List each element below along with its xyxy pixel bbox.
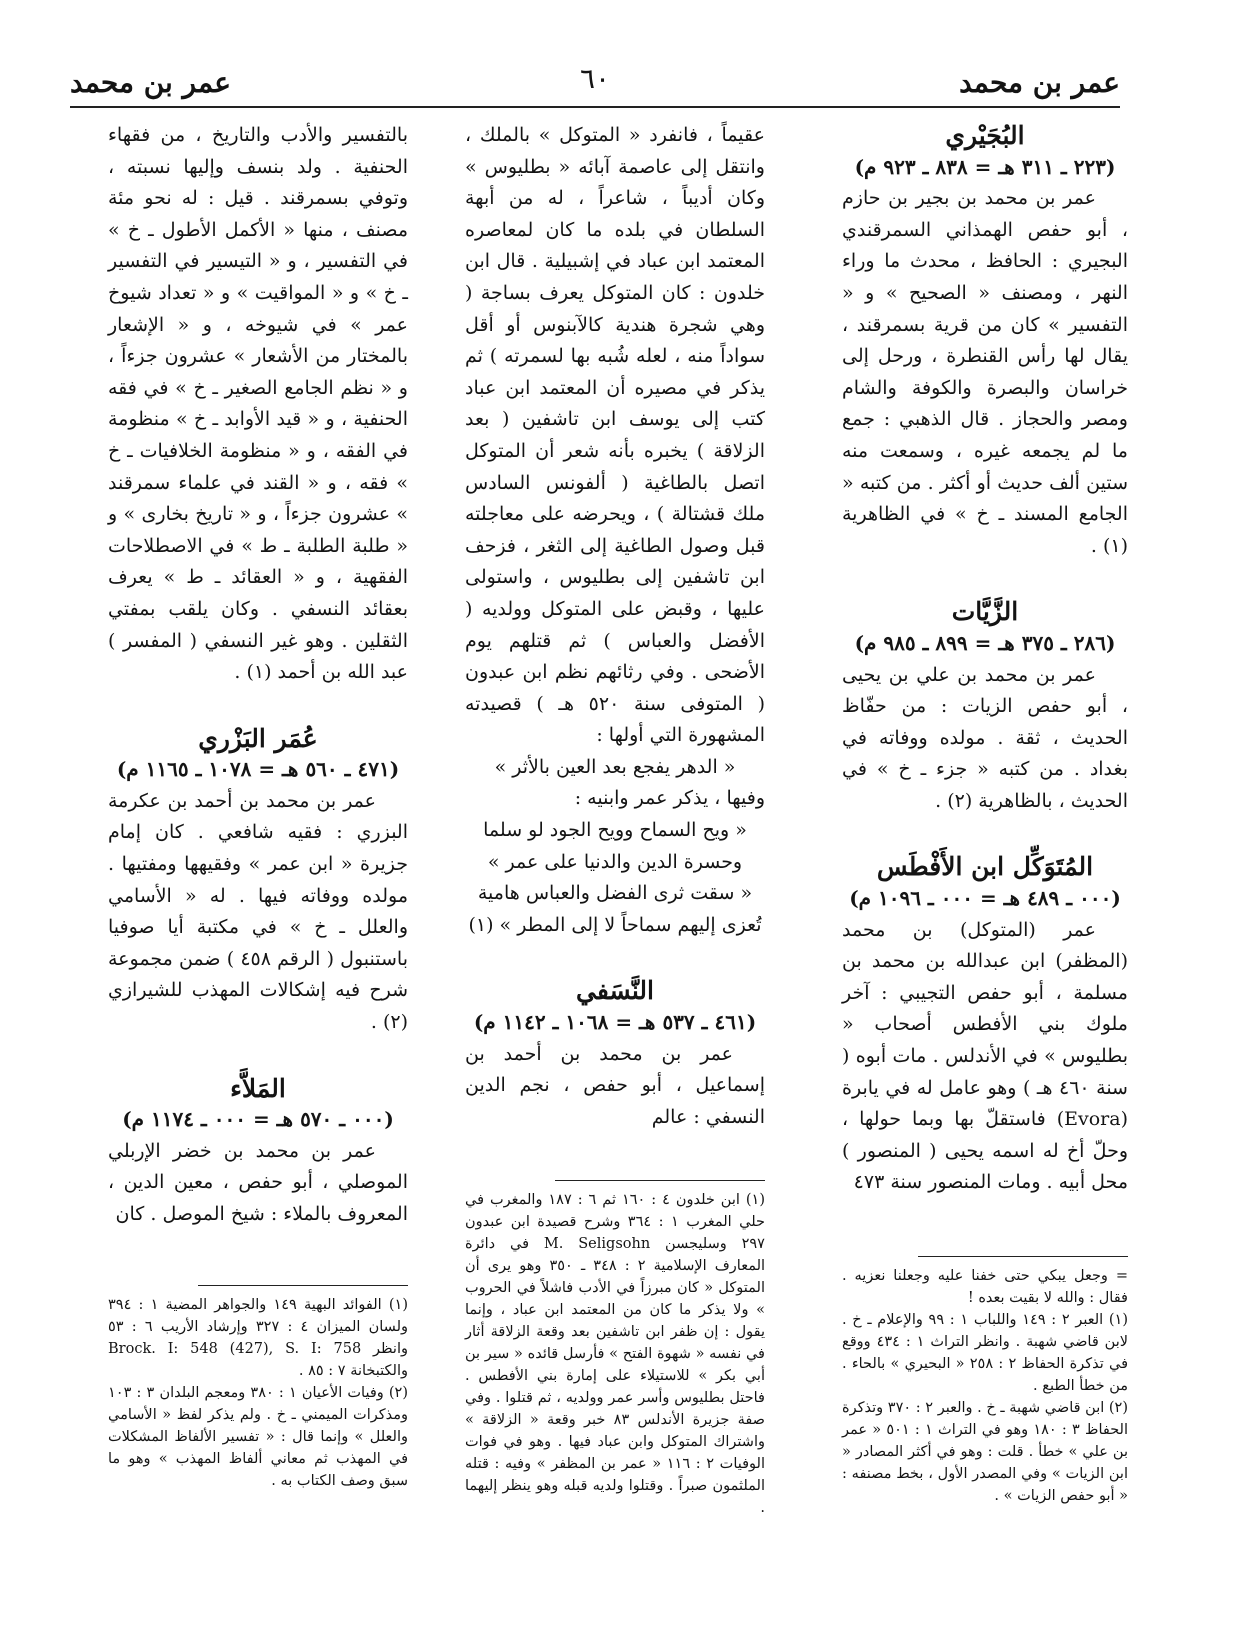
footnote-continuation: = وجعل يبكي حتى خفنا عليه وجعلنا نعزيه . فقال : والله لا بقيت بعده ! xyxy=(842,1268,1128,1306)
entry-dates: (٤٦١ ـ ٥٣٧ هـ = ١٠٦٨ ـ ١١٤٢ م) xyxy=(473,1010,757,1035)
entry-title: البُجَيْري xyxy=(945,121,1025,150)
poem-line: وحسرة الدين والدنيا على عمر » xyxy=(487,850,743,873)
entry-body: عمر بن محمد بن أحمد بن عكرمة البزري : فقيه شافعي . كان إمام جزيرة « ابن عمر » وفقيهها ومفتيها . مولده ووفاته فيها . له « الأسامي والعلل ـ خ » في مكتبة أيا صوفيا باستنبول ( الرقم ٤٥٨ ) ضمن مجموعة شرح فيه إشكالات المهذب للشيرازي (٢) . xyxy=(108,789,408,1034)
entry-dates: (٠٠٠ ـ ٥٧٠ هـ = ٠٠٠ ـ ١١٧٤ م) xyxy=(122,1107,394,1132)
poem-line: تُعزى إليهم سماحاً لا إلى المطر » (١) xyxy=(468,913,762,936)
entry-body-continued: عقيماً ، فانفرد « المتوكل » بالملك ، وانتقل إلى عاصمة آبائه « بطليوس » وكان أديباً ، شاعراً ، له من أبهة السلطان في بلده ما كان لمعاصره المعتمد ابن عباد في إشبيلية . قال ابن خلدون : كان المتوكل يعرف بساجة ( وهي شجرة هندية كالآبنوس أو أقل سواداً منه ، لعله شُبه بها لسمرته ) ثم يذكر في مصيره أن المعتمد ابن عباد كتب إلى يوسف ابن تاشفين ( بعد الزلاقة ) يخبره بأنه شعر أن المتوكل اتصل بالطاغية ( ألفونس السادس ملك قشتالة ) ، ويحرضه على معاجلته قبل وصول الطاغية إلى الثغر ، فزحف ابن تاشفين إلى بطليوس ، واستولى عليها ، وقبض على المتوكل وولديه ( الأفضل والعباس ) ثم قتلهم يوم الأضحى . وفي رثائهم نظم ابن عبدون ( المتوفى سنة ٥٢٠ هـ ) قصيدته المشهورة التي أولها : xyxy=(465,124,765,747)
footnote: (١) ابن خلدون ٤ : ١٦٠ ثم ٦ : ١٨٧ والمغرب في حلي المغرب ١ : ٣٦٤ وشرح قصيدة ابن عبدون ٢٩٧ وسليجسن M. Seligsohn في دائرة المعارف الإسلامية ٢ : ٣٤٨ ـ ٣٥٠ وهو يرى أن المتوكل « كان مبرزاً في الأدب فاشلاً في الحروب » ولا يذكر ما كان من المعتمد ابن عباد ، وإنما يقول : إن ظفر ابن تاشفين بعد وقعة الزلاقة أثار في نفسه « شهوة الفتح » فأرسل قائده « سير بن أبي بكر » للاستيلاء على إمارة بني الأفطس . فاحتل بطليوس وأسر عمر وولديه ، ثم قتلوا . وفي صفة جزيرة الأندلس ٨٣ خبر وقعة « الزلاقة » واشتراك المتوكل وابن عباد فيها . وهو في فوات الوفيات ٢ : ١١٦ « عمر بن المظفر » وفيه : قتله الملثمون صبراً . وقتلوا ولديه قبله وهو ينظر إليهما . xyxy=(465,1192,766,1516)
entry-body: عمر بن محمد بن أحمد بن إسماعيل ، أبو حفص ، نجم الدين النسفي : عالم xyxy=(465,1042,765,1128)
running-title-left: عمر بن محمد xyxy=(70,66,231,99)
page-header xyxy=(70,60,1120,108)
entry-body: عمر (المتوكل) بن محمد (المظفر) ابن عبدالله بن محمد بن مسلمة ، أبو حفص التجيبي : آخر ملوك بني الأفطس أصحاب « بطليوس » في الأندلس . مات أبوه ( سنة ٤٦٠ هـ ) وهو عامل له في يابرة (Evora) فاستقلّ بها وبما حولها ، وحلّ أخ له اسمه يحيى ( المنصور ) محل أبيه . ومات المنصور سنة ٤٧٣ xyxy=(842,918,1128,1194)
entry-dates: (٢٨٦ ـ ٣٧٥ هـ = ٨٩٩ ـ ٩٨٥ م) xyxy=(854,630,1116,655)
poem xyxy=(465,752,765,942)
entry-dates: (٢٢٣ ـ ٣١١ هـ = ٨٣٨ ـ ٩٢٣ م) xyxy=(854,154,1116,179)
footnotes-right xyxy=(842,1256,1128,1507)
footnote-rule xyxy=(198,1285,408,1286)
footnote-rule xyxy=(555,1180,765,1181)
footnote: (٢) وفيات الأعيان ١ : ٣٨٠ ومعجم البلدان ٣ : ١٠٣ ومذكرات الميمني ـ خ . ولم يذكر لفظ « الأسامي والعلل » وإنما قال : « تفسير الألفاظ المشكلات في المهذب ثم معاني ألفاظ المهذب » وهو ما سبق وصف الكتاب به . xyxy=(108,1385,409,1489)
entry-title: المُتَوَكِّل ابن الأَفْطَس xyxy=(876,852,1094,882)
entry-body: عمر بن محمد بن بجير بن حازم ، أبو حفص الهمذاني السمرقندي البجيري : الحافظ ، محدث ما وراء النهر ، ومصنف « الصحيح » و « التفسير » كان من قرية بسمرقند ، يقال لها رأس القنطرة ، ورحل إلى خراسان والبصرة والكوفة والشام ومصر والحجاز . قال الذهبي : جمع ما لم يجمعه غيره ، وسمعت منه ستين ألف حديث أو أكثر . من كتبه « الجامع المسند ـ خ » في الظاهرية (١) . xyxy=(842,187,1128,557)
footnote: (١) العبر ٢ : ١٤٩ واللباب ١ : ٩٩ والإعلام ـ خ . لابن قاضي شهبة . وانظر التراث ١ : ٤٣٤ ووقع في تذكرة الحفاظ ٢ : ٢٥٨ « البحيري » بالحاء . من خطأ الطبع . xyxy=(842,1312,1129,1394)
entry-title: الزَّيَّات xyxy=(951,597,1019,627)
column-middle xyxy=(465,120,765,1133)
entry-dates: (٠٠٠ ـ ٤٨٩ هـ = ٠٠٠ ـ ١٠٩٦ م) xyxy=(849,886,1121,911)
entry-body: عمر بن محمد بن خضر الإربلي الموصلي ، أبو حفص ، معين الدين ، المعروف بالملاء : شيخ الموصل . كان xyxy=(108,1139,408,1225)
entry-title: عُمَر البَزْري xyxy=(198,723,318,753)
column-left xyxy=(108,120,408,1231)
entry-body-continued: بالتفسير والأدب والتاريخ ، من فقهاء الحنفية . ولد بنسف وإليها نسبته ، وتوفي بسمرقند . قيل : له نحو مئة مصنف ، منها « الأكمل الأطول ـ خ » في التفسير ، و « التيسير في التفسير ـ خ » و « المواقيت » و « تعداد شيوخ عمر » في شيوخه ، و « الإشعار بالمختار من الأشعار » عشرون جزءاً ، و « نظم الجامع الصغير ـ خ » في فقه الحنفية ، و « قيد الأوابد ـ خ » منظومة في الفقه ، و « منظومة الخلافيات ـ خ » فقه ، و « القند في علماء سمرقند » عشرون جزءاً ، و « تاريخ بخارى » و « طلبة الطلبة ـ ط » في الاصطلاحات الفقهية ، و « العقائد ـ ط » يعرف بعقائد النسفي . وكان يلقب بمفتي الثقلين . وهو غير النسفي ( المفسر ) عبد الله بن أحمد (١) . xyxy=(108,124,408,684)
poem-intro: وفيها ، يذكر عمر وابنيه : xyxy=(574,787,765,810)
entry-dates: (٤٧١ ـ ٥٦٠ هـ = ١٠٧٨ ـ ١١٦٥ م) xyxy=(116,757,400,782)
running-title-right: عمر بن محمد xyxy=(959,66,1120,99)
footnote-rule xyxy=(918,1256,1128,1257)
column-right xyxy=(842,120,1128,1199)
entry-title: المَلاَّء xyxy=(230,1073,286,1103)
poem-line: « سقت ثرى الفضل والعباس هامية xyxy=(477,882,753,905)
poem-line: « الدهر يفجع بعد العين بالأثر » xyxy=(494,755,736,778)
poem-line: « ويح السماح وويح الجود لو سلما xyxy=(483,819,747,842)
footnotes-middle xyxy=(465,1180,765,1519)
entry-title: النَّسَفي xyxy=(576,976,654,1006)
footnotes-left xyxy=(108,1285,408,1492)
footnote: (٢) ابن قاضي شهبة ـ خ . والعبر ٢ : ٣٧٠ وتذكرة الحفاظ ٣ : ١٨٠ وهو في التراث ١ : ٥٠١ « عمر بن علي » خطأ . قلت : وهو في أكثر المصادر « ابن الزيات » وفي المصدر الأول ، بخط مصنفه : « أبو حفص الزيات » . xyxy=(842,1400,1129,1504)
entry-body: عمر بن محمد بن علي بن يحيى ، أبو حفص الزيات : من حفّاظ الحديث ، ثقة . مولده ووفاته في بغداد . من كتبه « جزء ـ خ » في الحديث ، بالظاهرية (٢) . xyxy=(842,663,1128,812)
footnote: (١) الفوائد البهية ١٤٩ والجواهر المضية ١ : ٣٩٤ ولسان الميزان ٤ : ٣٢٧ وإرشاد الأريب ٦ : ٥٣ وانظر Brock. I: 548 (427), S. I: 758 والكتبخانة ٧ : ٨٥ . xyxy=(108,1297,409,1379)
page-number: ٦٠ xyxy=(566,62,624,95)
